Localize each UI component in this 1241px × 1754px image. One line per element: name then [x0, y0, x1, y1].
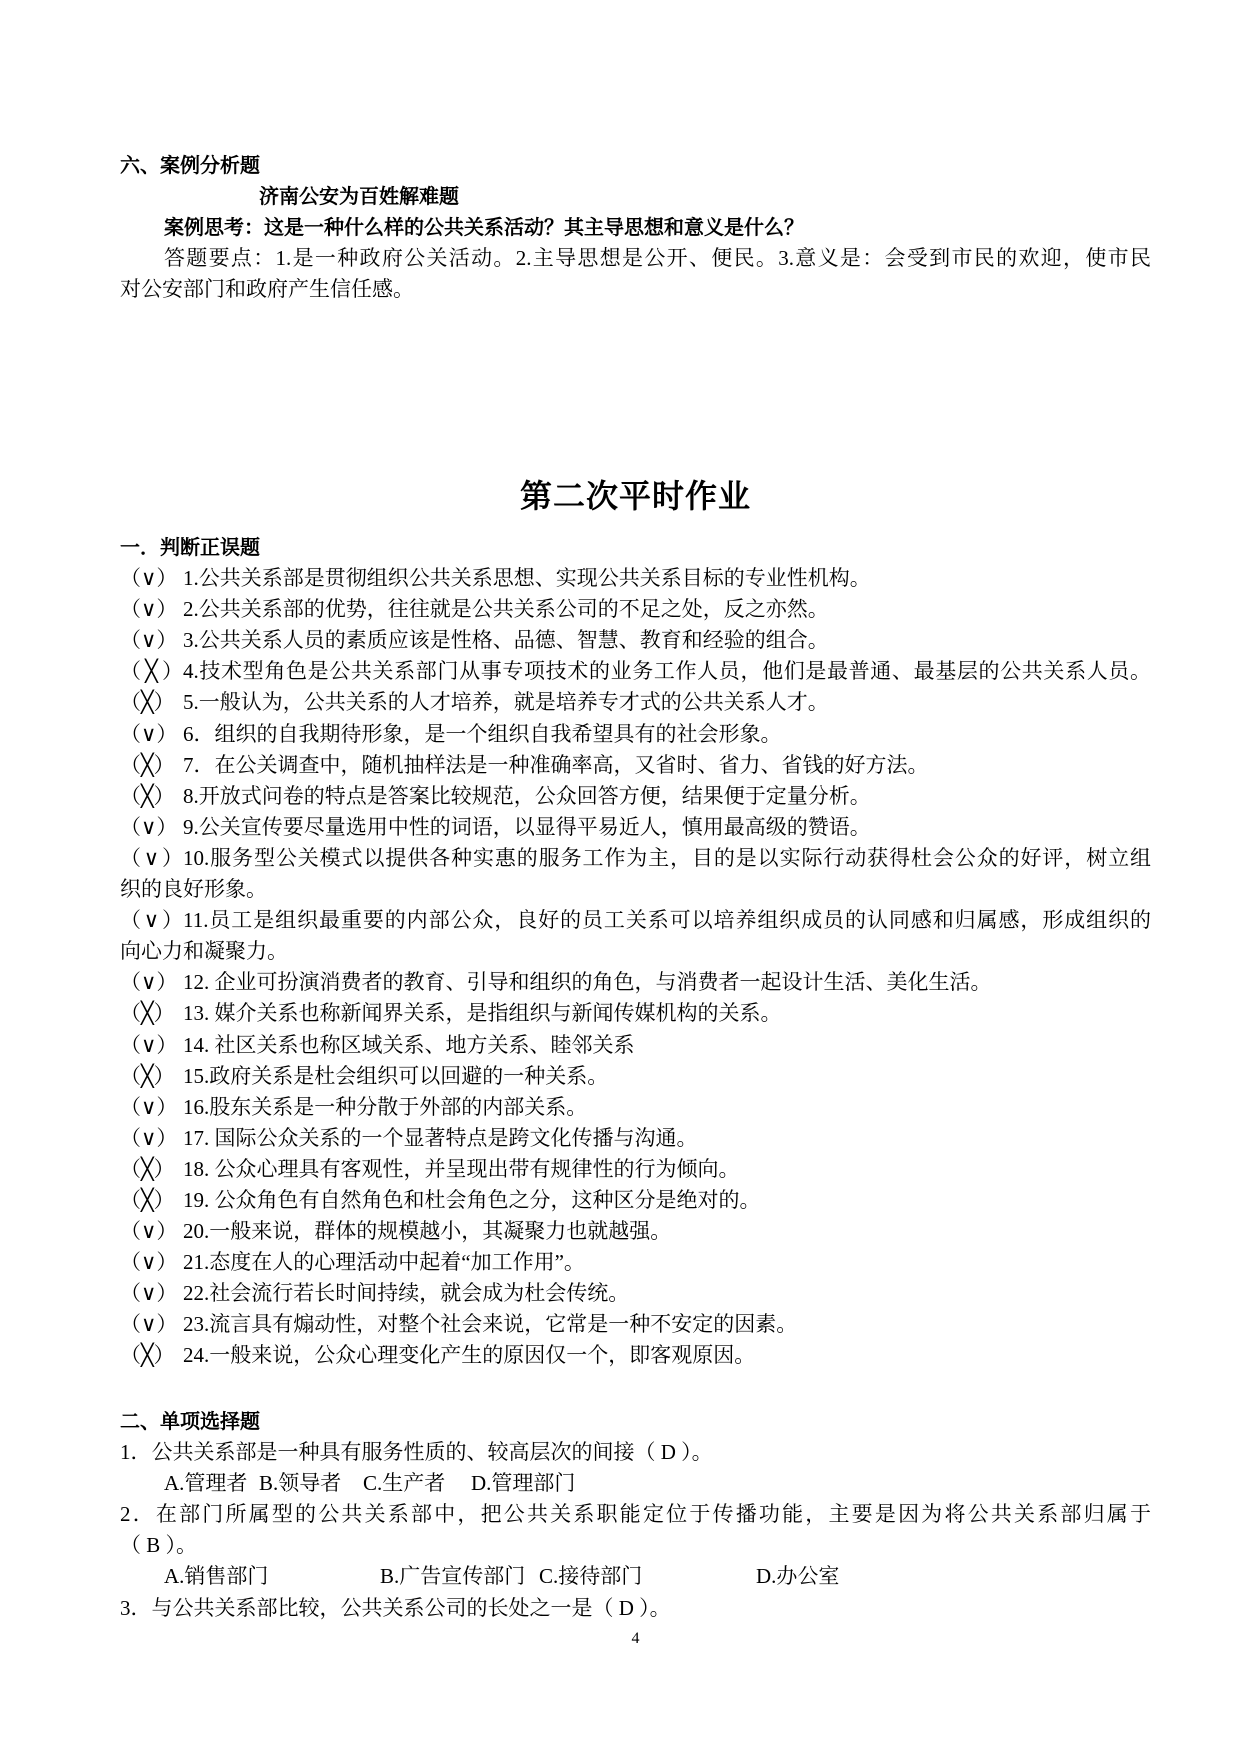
item-text-continued: 织的良好形象。 [120, 877, 267, 902]
option-a: A.管理者 [164, 1471, 248, 1496]
answer-mark: （╳） [120, 1187, 175, 1212]
answer-mark: （╳） [120, 1343, 175, 1368]
judgement-item [120, 1154, 1151, 1185]
judgement-item [120, 1030, 1151, 1061]
judgement-item [120, 1247, 1151, 1278]
answer-mark: （∨） [120, 1219, 178, 1244]
section-heading: 一．判断正误题 [120, 535, 260, 559]
judgement-item [120, 905, 1151, 967]
options-row [120, 1561, 1151, 1592]
judgement-item [120, 719, 1151, 750]
judgement-item [120, 750, 1151, 781]
item-text: 11.员工是组织最重要的内部公众，良好的员工关系可以培养组织成员的认同感和归属感，形成组织的 [183, 908, 1151, 933]
item-text: 2.公共关系部的优势，往往就是公共关系公司的不足之处，反之亦然。 [183, 597, 829, 622]
item-text: 21.态度在人的心理活动中起着“加工作用”。 [183, 1250, 585, 1275]
item-text: 13. 媒介关系也称新闻界关系，是指组织与新闻传媒机构的关系。 [183, 1001, 782, 1026]
judgement-item [120, 1123, 1151, 1154]
question-stem: 3．与公共关系部比较，公共关系公司的长处之一是（ D ）。 [120, 1595, 671, 1620]
judgement-item [120, 687, 1151, 718]
item-text: 1.公共关系部是贯彻组织公共关系思想、实现公共关系目标的专业性机构。 [183, 566, 871, 591]
answer-mark: （╳） [120, 1001, 175, 1026]
judgement-item [120, 563, 1151, 594]
item-text: 4.技术型角色是公共关系部门从事专项技术的业务工作人员，他们是最普通、最基层的公共关系人员。 [183, 659, 1151, 684]
case-title: 济南公安为百姓解难题 [259, 184, 459, 209]
answer-mark: （∨） [120, 628, 178, 653]
item-text: 19. 公众角色有自然角色和杜会角色之分，这种区分是绝对的。 [183, 1187, 761, 1212]
page-number: 4 [631, 1630, 640, 1647]
answer-mark: （∨） [120, 1250, 178, 1275]
item-text: 20.一般来说，群体的规模越小，其凝聚力也就越强。 [183, 1219, 672, 1244]
answer-mark: （∨） [120, 1094, 178, 1119]
judgement-item [120, 1340, 1151, 1371]
item-text: 15.政府关系是杜会组织可以回避的一种关系。 [183, 1063, 609, 1088]
section-heading: 二、单项选择题 [120, 1409, 260, 1433]
option-b: B.领导者 [259, 1471, 342, 1496]
item-text: 22.社会流行若长时间持续，就会成为杜会传统。 [183, 1281, 630, 1306]
item-text: 17. 国际公众关系的一个显著特点是跨文化传播与沟通。 [183, 1125, 698, 1150]
judgement-item [120, 1061, 1151, 1092]
judgement-item [120, 812, 1151, 843]
item-text: 16.股东关系是一种分散于外部的内部关系。 [183, 1094, 588, 1119]
answer-mark: （╳） [120, 1063, 175, 1088]
item-text: 24.一般来说，公众心理变化产生的原因仅一个，即客观原因。 [183, 1343, 756, 1368]
options-row [120, 1468, 1151, 1499]
judgement-item [120, 1309, 1151, 1340]
question-stem: 1．公共关系部是一种具有服务性质的、较高层次的间接（ D ）。 [120, 1440, 713, 1465]
answer-mark: （╳） [120, 752, 175, 777]
item-text: 8.开放式问卷的特点是答案比较规范，公众回答方便，结果便于定量分析。 [183, 783, 871, 808]
option-b: B.广告宣传部门 [380, 1564, 526, 1589]
judgement-item [120, 998, 1151, 1029]
answer-mark: （∨） [120, 721, 178, 746]
answer-mark: （∨） [120, 597, 178, 622]
judgement-item [120, 1185, 1151, 1216]
answer-mark: （∨） [120, 1312, 178, 1337]
case-analysis-section [120, 150, 1151, 305]
answer-line: 答题要点：1.是一种政府公关活动。2.主导思想是公开、便民。3.意义是：会受到市民的欢迎，使市民 [164, 246, 1151, 271]
answer-mark: （∨） [120, 814, 178, 839]
case-question: 案例思考：这是一种什么样的公共关系活动？其主导思想和意义是什么？ [164, 215, 804, 240]
answer-mark: （╳） [120, 690, 175, 715]
item-first-line [120, 905, 1151, 936]
single-choice-section [120, 1406, 1151, 1624]
item-text: 9.公关宣传要尽量选用中性的词语，以显得平易近人，慎用最高级的赞语。 [183, 814, 871, 839]
item-text-continued: 向心力和凝聚力。 [120, 939, 288, 964]
item-text: 7．在公关调查中，随机抽样法是一种准确率高，又省时、省力、省钱的好方法。 [183, 752, 929, 777]
judgement-item [120, 1092, 1151, 1123]
question-stem: 2．在部门所属型的公共关系部中，把公共关系职能定位于传播功能，主要是因为将公共关系部归属于 [120, 1502, 1151, 1527]
assignment-title: 第二次平时作业 [519, 477, 751, 515]
answer-line: 对公安部门和政府产生信任感。 [120, 277, 414, 302]
item-first-line [120, 843, 1151, 874]
section-heading: 六、案例分析题 [120, 153, 260, 177]
answer-mark: （╳） [120, 659, 183, 684]
judgement-item [120, 1278, 1151, 1309]
true-false-section [120, 532, 1151, 1372]
item-text: 12. 企业可扮演消费者的教育、引导和组织的角色，与消费者一起设计生活、美化生活。 [183, 970, 992, 995]
answer-mark: （╳） [120, 1156, 175, 1181]
judgement-item [120, 967, 1151, 998]
answer-mark: （∨） [120, 970, 178, 995]
option-d: D.管理部门 [471, 1471, 576, 1496]
answer-mark: （∨） [120, 1281, 178, 1306]
item-text: 3.公共关系人员的素质应该是性格、品德、智慧、教育和经验的组合。 [183, 628, 829, 653]
option-c: C.接待部门 [539, 1564, 643, 1589]
item-text: 10.服务型公关模式以提供各种实惠的服务工作为主，目的是以实际行动获得杜会公众的好评，树立组 [183, 845, 1151, 870]
item-text: 6．组织的自我期待形象，是一个组织自我希望具有的社会形象。 [183, 721, 782, 746]
judgement-item [120, 781, 1151, 812]
option-d: D.办公室 [756, 1564, 840, 1589]
item-text: 18. 公众心理具有客观性，并呈现出带有规律性的行为倾向。 [183, 1156, 740, 1181]
answer-mark: （∨） [120, 566, 178, 591]
answer-mark: （∨） [120, 908, 183, 933]
judgement-item [120, 656, 1151, 687]
judgement-item [120, 843, 1151, 905]
answer-mark: （∨） [120, 845, 183, 870]
answer-mark: （╳） [120, 783, 175, 808]
option-a: A.销售部门 [164, 1564, 269, 1589]
answer-mark: （∨） [120, 1125, 178, 1150]
question-stem-continued: （ B ）。 [120, 1533, 198, 1558]
option-c: C.生产者 [363, 1471, 446, 1496]
judgement-item [120, 1216, 1151, 1247]
answer-mark: （∨） [120, 1032, 178, 1057]
item-text: 5.一般认为，公共关系的人才培养，就是培养专才式的公共关系人才。 [183, 690, 829, 715]
item-text: 14. 社区关系也称区域关系、地方关系、睦邻关系 [183, 1032, 635, 1057]
judgement-item [120, 625, 1151, 656]
judgement-item [120, 594, 1151, 625]
item-text: 23.流言具有煽动性，对整个社会来说，它常是一种不安定的因素。 [183, 1312, 798, 1337]
